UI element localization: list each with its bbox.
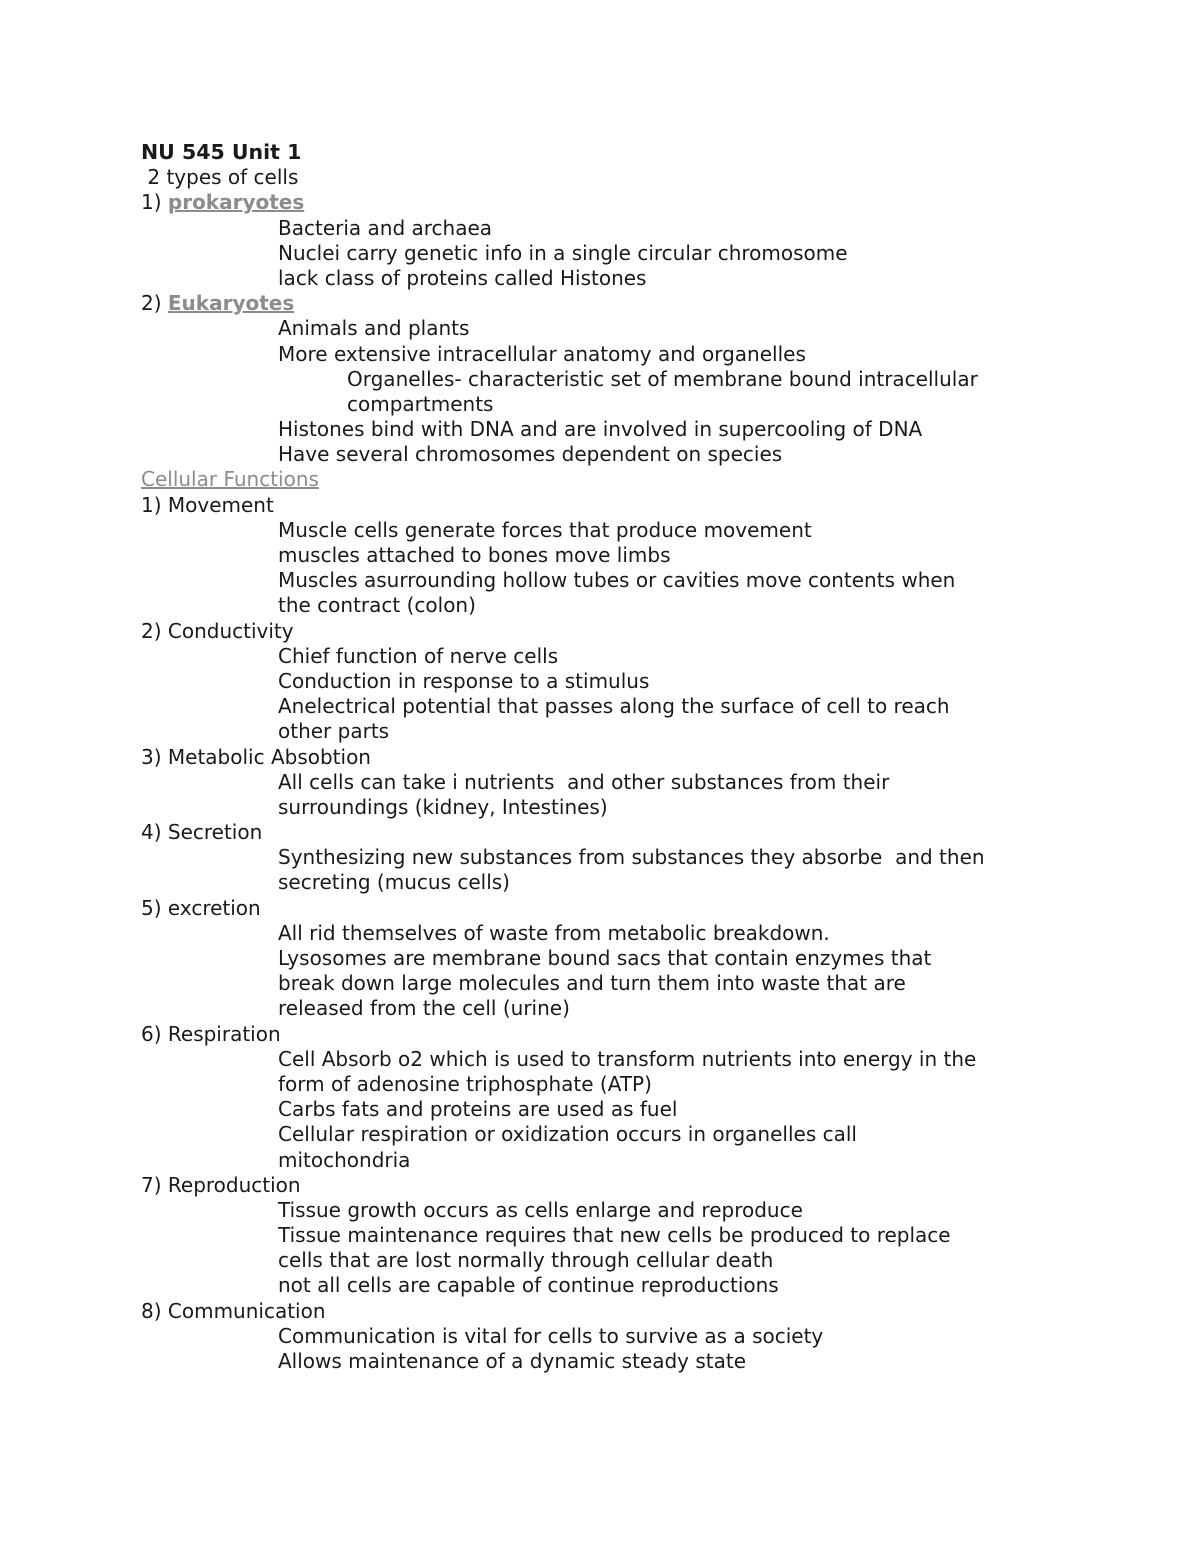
cell-type-number: 1): [141, 190, 168, 215]
detail-line: mitochondria: [278, 1147, 411, 1172]
detail-line: form of adenosine triphosphate (ATP): [278, 1071, 652, 1096]
function-label: 6) Respiration: [141, 1021, 281, 1046]
detail-line: other parts: [278, 719, 390, 744]
detail-line: Cell Absorb o2 which is used to transform nutrients into energy in the: [278, 1046, 977, 1071]
function-label: 4) Secretion: [141, 820, 263, 845]
eukaryotes-link[interactable]: Eukaryotes: [167, 291, 295, 316]
detail-line: Histones bind with DNA and are involved in supercooling of DNA: [278, 417, 923, 442]
detail-line: Allows maintenance of a dynamic steady state: [278, 1349, 747, 1373]
detail-line: Conduction in response to a stimulus: [278, 668, 650, 693]
detail-line: Communication is vital for cells to survive as a society: [278, 1323, 824, 1348]
detail-line: break down large molecules and turn them into waste that are: [278, 971, 906, 996]
sub-detail-line: compartments: [347, 391, 494, 416]
detail-line: Carbs fats and proteins are used as fuel: [278, 1097, 678, 1122]
function-label: 2) Conductivity: [141, 618, 294, 643]
document-page: [141, 140, 1061, 1374]
detail-line: Lysosomes are membrane bound sacs that contain enzymes that: [278, 946, 932, 970]
document-title: NU 545 Unit 1: [141, 140, 302, 164]
detail-line: Cellular respiration or oxidization occurs in organelles call: [278, 1122, 857, 1147]
cellular-functions-link[interactable]: Cellular Functions: [141, 467, 319, 492]
detail-line: Anelectrical potential that passes along the surface of cell to reach: [278, 694, 950, 719]
function-label: 5) excretion: [141, 895, 261, 920]
prokaryotes-link[interactable]: prokaryotes: [167, 190, 305, 215]
detail-line: Tissue growth occurs as cells enlarge and reproduce: [278, 1197, 803, 1222]
function-label: 3) Metabolic Absobtion: [141, 744, 371, 769]
detail-line: All rid themselves of waste from metabolic breakdown.: [278, 920, 830, 945]
detail-line: All cells can take i nutrients and other substances from their: [278, 769, 890, 794]
cell-type-number: 2): [141, 291, 168, 316]
detail-line: More extensive intracellular anatomy and organelles: [278, 341, 806, 366]
detail-line: Muscles asurrounding hollow tubes or cavities move contents when: [278, 568, 956, 593]
detail-line: not all cells are capable of continue reproductions: [278, 1273, 779, 1298]
detail-line: lack class of proteins called Histones: [278, 265, 647, 290]
detail-line: Bacteria and archaea: [278, 215, 493, 240]
detail-line: Nuclei carry genetic info in a single circular chromosome: [278, 240, 848, 265]
detail-line: muscles attached to bones move limbs: [278, 543, 671, 567]
detail-line: released from the cell (urine): [278, 996, 570, 1021]
detail-line: Have several chromosomes dependent on species: [278, 442, 783, 467]
detail-line: Synthesizing new substances from substances they absorbe and then: [278, 845, 985, 870]
function-label: 7) Reproduction: [141, 1172, 301, 1197]
detail-line: Animals and plants: [278, 316, 470, 341]
detail-line: cells that are lost normally through cellular death: [278, 1248, 774, 1273]
detail-line: Muscle cells generate forces that produce movement: [278, 517, 812, 542]
functions-heading-line: [141, 467, 1061, 492]
detail-line: secreting (mucus cells): [278, 870, 510, 895]
function-label: 1) Movement: [141, 492, 274, 517]
sub-detail-line: Organelles- characteristic set of membrane bound intracellular: [347, 366, 978, 391]
function-label: 8) Communication: [141, 1298, 326, 1323]
cell-type-eukaryotes: [141, 291, 1061, 316]
intro-line: 2 types of cells: [141, 165, 299, 190]
detail-line: the contract (colon): [278, 593, 476, 618]
cell-type-prokaryotes: [141, 190, 1061, 215]
detail-line: surroundings (kidney, Intestines): [278, 794, 608, 819]
detail-line: Tissue maintenance requires that new cells be produced to replace: [278, 1223, 951, 1248]
detail-line: Chief function of nerve cells: [278, 643, 559, 668]
